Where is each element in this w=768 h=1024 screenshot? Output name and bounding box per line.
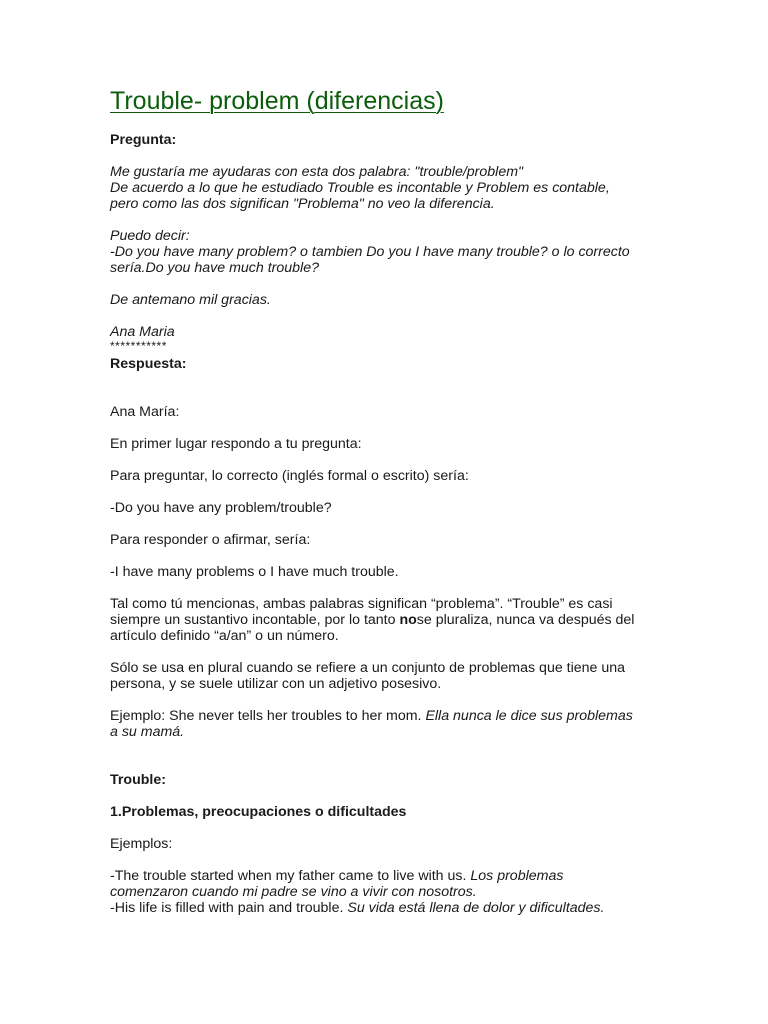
question-line: De acuerdo a lo que he estudiado Trouble es incontable y Problem es contable, (110, 180, 610, 196)
examples-label: Ejemplos: (110, 836, 173, 852)
answer-example (110, 708, 670, 740)
explanation-line: artículo definido “a/an” o un número. (110, 628, 339, 644)
example-english: -The trouble started when my father came to live with us. (110, 868, 471, 884)
explanation-line (110, 612, 670, 628)
plural-line: persona, y se suele utilizar con un adjetivo posesivo. (110, 676, 442, 692)
answer-response-example: -I have many problems o I have much trouble. (110, 564, 399, 580)
trouble-heading: Trouble: (110, 772, 166, 788)
question-paragraph-2 (110, 228, 670, 276)
example-spanish: Los problemas (470, 868, 564, 884)
example-line: a su mamá. (110, 724, 185, 740)
explanation-text: se pluraliza, nunca va después del (416, 612, 635, 628)
question-line: Me gustaría me ayudaras con esta dos palabra: "trouble/problem" (110, 164, 524, 180)
page-title: Trouble- problem (diferencias) (110, 87, 444, 115)
plural-line: Sólo se usa en plural cuando se refiere a un conjunto de problemas que tiene una (110, 660, 626, 676)
emphasis-no: no (399, 612, 417, 628)
example-english: Ejemplo: She never tells her troubles to her mom. (110, 708, 426, 724)
example-spanish: Su vida está llena de dolor y dificultades. (347, 900, 605, 916)
question-line: -Do you have many problem? o tambien Do you I have many trouble? o lo correcto (110, 244, 630, 260)
answer-heading: Respuesta: (110, 356, 187, 372)
explanation-line: Tal como tú mencionas, ambas palabras significan “problema”. “Trouble” es casi (110, 596, 613, 612)
example-english: -His life is filled with pain and trouble. (110, 900, 348, 916)
example-spanish: Ella nunca le dice sus problemas (425, 708, 633, 724)
question-thanks: De antemano mil gracias. (110, 292, 271, 308)
question-author: Ana Maria (110, 324, 175, 340)
question-heading: Pregunta: (110, 132, 177, 148)
answer-greeting: Ana María: (110, 404, 180, 420)
explanation-text: siempre un sustantivo incontable, por lo tanto (110, 612, 400, 628)
answer-response-intro: Para responder o afirmar, sería: (110, 532, 311, 548)
example-line (110, 868, 670, 884)
answer-plural-note (110, 660, 670, 692)
example-line: comenzaron cuando mi padre se vino a vivir con nosotros. (110, 884, 477, 900)
example-line (110, 900, 670, 916)
question-line: Puedo decir: (110, 228, 190, 244)
question-paragraph-1 (110, 164, 670, 212)
trouble-examples (110, 868, 670, 916)
separator: *********** (110, 339, 167, 353)
document-content (110, 86, 670, 916)
answer-ask-intro: Para preguntar, lo correcto (inglés formal o escrito) sería: (110, 468, 469, 484)
question-line: sería.Do you have much trouble? (110, 260, 319, 276)
question-line: pero como las dos significan "Problema" no veo la diferencia. (110, 196, 495, 212)
answer-intro: En primer lugar respondo a tu pregunta: (110, 436, 362, 452)
example-line (110, 708, 670, 724)
answer-ask-example: -Do you have any problem/trouble? (110, 500, 332, 516)
answer-explanation (110, 596, 670, 644)
trouble-sense-1: 1.Problemas, preocupaciones o dificultades (110, 804, 407, 820)
